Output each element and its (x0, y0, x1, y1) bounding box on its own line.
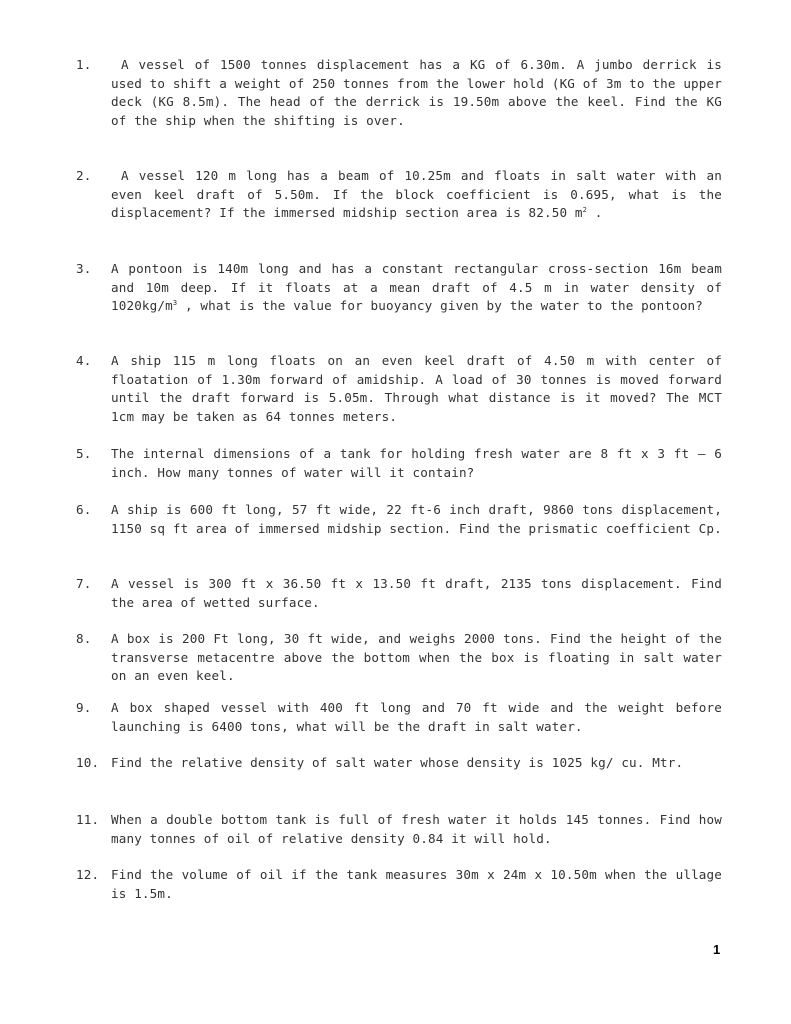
question-text (111, 260, 722, 316)
question-text: Find the volume of oil if the tank measures 30m x 24m x 10.50m when the ullage is 1.5m. (111, 867, 722, 901)
question-text: A ship is 600 ft long, 57 ft wide, 22 ft-6 inch draft, 9860 tons displacement, 1150 sq ft area of immersed midship section. Find the prismatic coefficient Cp. (111, 502, 722, 536)
question-number: 1. (76, 57, 92, 72)
question-11 (76, 811, 722, 848)
question-7 (76, 575, 722, 612)
question-6 (76, 501, 722, 538)
question-number: 5. (76, 446, 92, 461)
question-text (111, 167, 722, 223)
question-text: A ship 115 m long floats on an even keel draft of 4.50 m with center of floatation of 1.30m forward of amidship. A load of 30 tonnes is moved forward until the draft forward is 5.05m. Through what distance is it moved? The MCT 1cm may be taken as 64 tonnes meters. (111, 353, 722, 424)
question-8 (76, 630, 722, 686)
question-12 (76, 866, 722, 903)
question-9 (76, 699, 722, 736)
question-2 (76, 167, 722, 223)
question-3 (76, 260, 722, 316)
question-text-tail: . (587, 205, 603, 221)
question-text: A vessel of 1500 tonnes displacement has a KG of 6.30m. A jumbo derrick is used to shift a weight of 250 tonnes from the lower hold (KG of 3m to the upper deck (KG 8.5m). The head of the derrick is 19.50m above the keel. Find the KG of the ship when the shifting is over. (111, 57, 722, 128)
question-10 (76, 754, 722, 773)
superscript: 3 (172, 299, 178, 307)
question-number: 6. (76, 502, 92, 517)
question-number: 8. (76, 631, 92, 646)
question-number: 11. (76, 812, 100, 827)
question-4 (76, 352, 722, 426)
question-5 (76, 445, 722, 482)
question-1 (76, 56, 722, 130)
page-number: 1 (713, 942, 721, 957)
question-text: A box is 200 Ft long, 30 ft wide, and weighs 2000 tons. Find the height of the transverse metacentre above the bottom when the box is floating in salt water on an even keel. (111, 631, 722, 684)
question-text: When a double bottom tank is full of fresh water it holds 145 tonnes. Find how many tonnes of oil of relative density 0.84 it will hold. (111, 812, 722, 846)
superscript: 2 (582, 206, 588, 214)
question-text: A box shaped vessel with 400 ft long and 70 ft wide and the weight before launching is 6400 tons, what will be the draft in salt water. (111, 700, 722, 734)
question-text: Find the relative density of salt water whose density is 1025 kg/ cu. Mtr. (111, 755, 684, 770)
question-number: 9. (76, 700, 92, 715)
question-text: A vessel is 300 ft x 36.50 ft x 13.50 ft draft, 2135 tons displacement. Find the area of wetted surface. (111, 576, 722, 610)
question-number: 10. (76, 755, 100, 770)
question-text-main: A pontoon is 140m long and has a constant rectangular cross-section 16m beam and 10m deep. If it floats at a mean draft of 4.5 m in water density of 1020kg/m (111, 261, 722, 314)
question-number: 4. (76, 353, 92, 368)
question-number: 3. (76, 261, 92, 276)
question-text-main: A vessel 120 m long has a beam of 10.25m and floats in salt water with an even keel draft of 5.50m. If the block coefficient is 0.695, what is the displacement? If the immersed midship section area is 82.50 m (111, 168, 722, 221)
question-number: 12. (76, 867, 100, 882)
question-number: 2. (76, 168, 92, 183)
question-text: The internal dimensions of a tank for holding fresh water are 8 ft x 3 ft – 6 inch. How many tonnes of water will it contain? (111, 446, 722, 480)
question-text-tail: , what is the value for buoyancy given by the water to the pontoon? (177, 298, 704, 314)
question-number: 7. (76, 576, 92, 591)
